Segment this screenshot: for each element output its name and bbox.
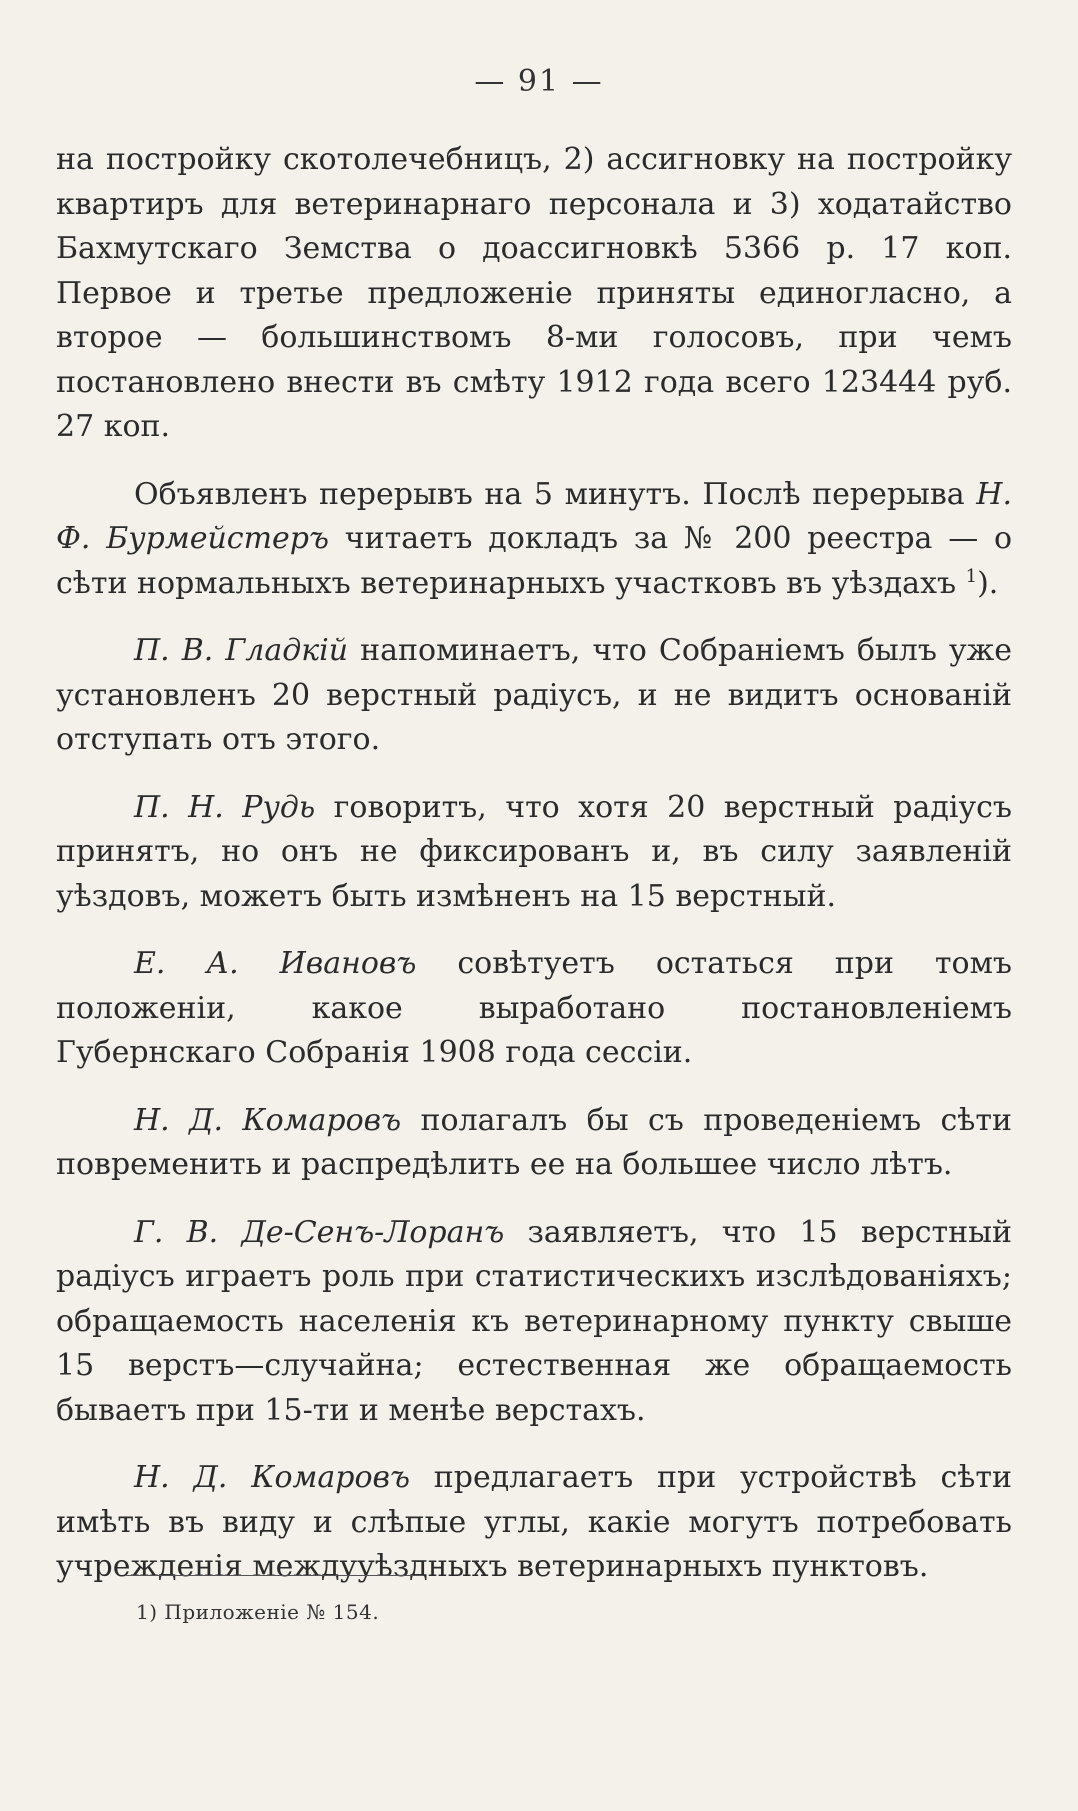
paragraph-6 (56, 1099, 1012, 1188)
speaker-name: П. Н. Рудь (134, 789, 316, 825)
speaker-name: Н. Ф. Бурмейстеръ (56, 476, 1012, 556)
speaker-name: Н. Д. Комаровъ (134, 1102, 402, 1138)
paragraph-8 (56, 1456, 1012, 1590)
page-number: — 91 — (474, 64, 604, 99)
footnote-mark: 1 (965, 565, 978, 587)
footnote-divider (126, 1575, 422, 1576)
speaker-name: П. В. Гладкій (134, 633, 349, 668)
paragraph-text: читаетъ докладъ за № 200 реестра — о сѣти нормальныхъ ветеринарныхъ участковъ въ уѣздахъ (56, 521, 1013, 601)
paragraph-7 (56, 1211, 1012, 1434)
paragraph-text: предлагаетъ при устройствѣ сѣти имѣть въ виду и слѣпые углы, какіе могутъ потребовать учрежденія междууѣздныхъ ветеринарныхъ пунктовъ. (56, 1460, 1012, 1584)
paragraph-1 (56, 138, 1012, 450)
speaker-name: Г. В. Де-Сенъ-Лоранъ (134, 1214, 505, 1250)
paragraph-text: заявляетъ, что 15 верстный радіусъ играетъ роль при статистическихъ изслѣдованіяхъ; обращаемость населенія къ ветеринарному пункту свыше 15 верстъ—случайна; естественная же обращаемость бываетъ при 15-ти и менѣе верстахъ. (56, 1214, 1012, 1428)
footnote: 1) Приложеніе № 154. (136, 1600, 380, 1624)
paragraph-text: говоритъ, что хотя 20 верстный радіусъ принятъ, но онъ не фиксированъ и, въ силу заявленій уѣздовъ, можетъ быть измѣненъ на 15 верстный. (56, 789, 1012, 914)
paragraph-3 (56, 629, 1012, 763)
speaker-name: Е. А. Ивановъ (134, 946, 417, 981)
speaker-name: Н. Д. Комаровъ (134, 1460, 410, 1495)
paragraph-text: полагалъ бы съ проведеніемъ сѣти повременить и распредѣлить ее на большее число лѣтъ. (56, 1102, 1012, 1182)
paragraph-2 (56, 473, 1012, 607)
body-text (56, 138, 1012, 1613)
paragraph-4 (56, 786, 1012, 920)
paragraph-text: совѣтуетъ остаться при томъ положеніи, какое выработано постановленіемъ Губернскаго Собранія 1908 года сессіи. (56, 946, 1012, 1070)
paragraph-text: напоминаетъ, что Собраніемъ былъ уже установленъ 20 верстный радіусъ, и не видитъ основаній отступать отъ этого. (56, 633, 1012, 757)
paragraph-5 (56, 942, 1012, 1076)
paragraph-text: на постройку скотолечебницъ, 2) ассигновку на постройку квартиръ для ветеринарнаго персонала и 3) ходатайство Бахмутскаго Земства о доассигновкѣ 5366 р. 17 коп. Первое и третье предложеніе приняты единогласно, а второе — большинствомъ 8-ми голосовъ, при чемъ постановлено внести въ смѣту 1912 года всего 123444 руб. 27 коп. (56, 142, 1012, 444)
paragraph-text-pre: Объявленъ перерывъ на 5 минутъ. Послѣ перерыва (134, 476, 977, 512)
paragraph-text-post: ). (977, 565, 999, 601)
